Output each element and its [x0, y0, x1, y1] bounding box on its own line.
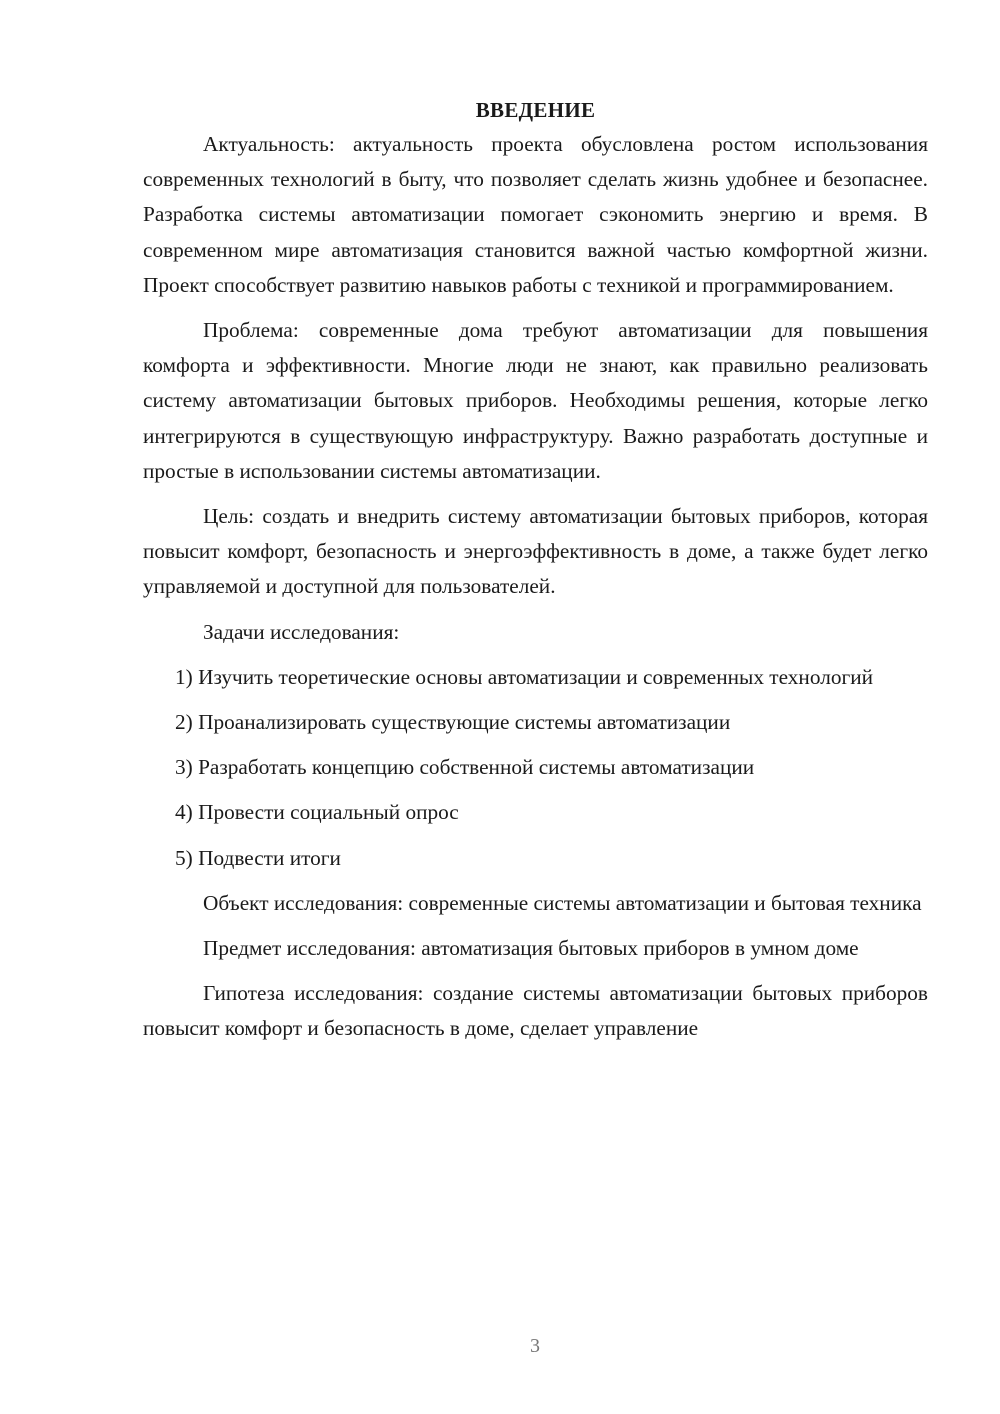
document-page [143, 95, 928, 1057]
paragraph-problem: Проблема: современные дома требуют автоматизации для повышения комфорта и эффективности. Многие люди не знают, как правильно реализовать систему автоматизации бытовых приборов. Необходимы решения, которые легко интегрируются в существующую инфраструктуру. Важно разработать доступные и простые в использовании системы автоматизации. [143, 318, 928, 483]
page-number: 3 [530, 1335, 540, 1357]
paragraph-relevance: Актуальность: актуальность проекта обусловлена ростом использования современных технологий в быту, что позволяет сделать жизнь удобнее и безопаснее. Разработка системы автоматизации помогает сэкономить энергию и время. В современном мире автоматизация становится важной частью комфортной жизни. Проект способствует развитию навыков работы с техникой и программированием. [143, 132, 928, 297]
paragraph-hypothesis: Гипотеза исследования: создание системы автоматизации бытовых приборов повысит комфорт и безопасность в доме, сделает управление [143, 981, 928, 1041]
page-title: ВВЕДЕНИЕ [475, 98, 596, 122]
list-item: 1) Изучить теоретические основы автоматизации и современных технологий [175, 664, 874, 689]
paragraph-subject: Предмет исследования: автоматизация бытовых приборов в умном доме [203, 936, 859, 961]
list-item: 2) Проанализировать существующие системы автоматизации [175, 710, 731, 735]
paragraph-object: Объект исследования: современные системы автоматизации и бытовая техника [203, 890, 922, 915]
paragraph-goal: Цель: создать и внедрить систему автоматизации бытовых приборов, которая повысит комфорт, безопасность и энергоэффективность в доме, а также будет легко управляемой и доступной для пользователей. [143, 504, 928, 599]
list-item: 4) Провести социальный опрос [175, 800, 459, 825]
tasks-heading: Задачи исследования: [203, 619, 400, 644]
list-item: 3) Разработать концепцию собственной системы автоматизации [175, 755, 755, 780]
tasks-list [143, 660, 928, 876]
list-item: 5) Подвести итоги [175, 845, 341, 870]
